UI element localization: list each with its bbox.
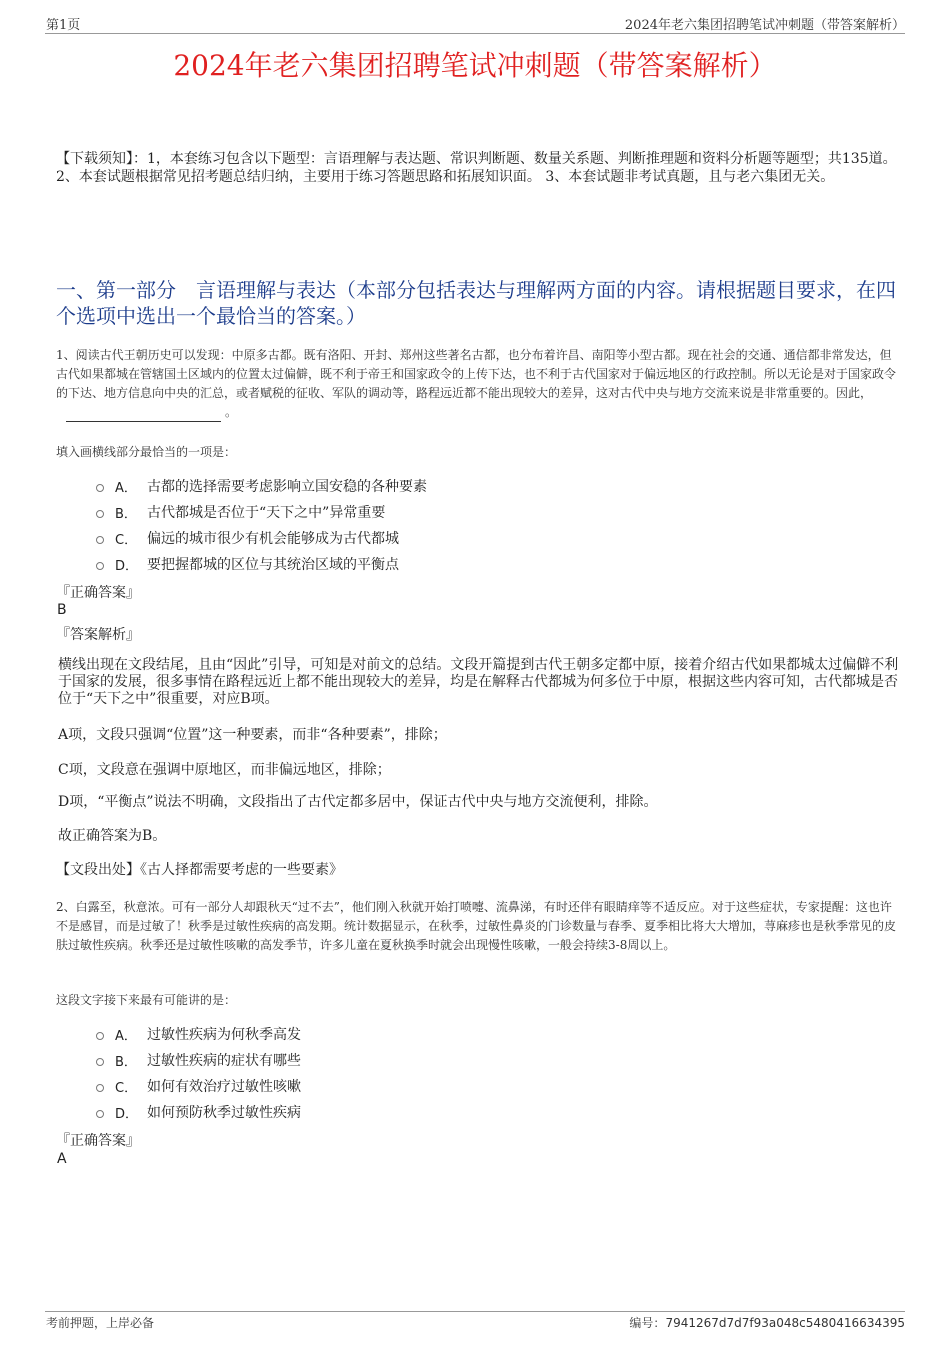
q1-answer-label: 『正确答案』 xyxy=(56,585,140,601)
q1-analysis-option-d: D项，“平衡点”说法不明确，文段指出了古代定都多居中，保证古代中央与地方交流便利，排除。 xyxy=(58,794,658,810)
q2-option-d[interactable]: D． 如何预防秋季过敏性疾病 xyxy=(96,1102,301,1122)
q2-option-a[interactable]: A． 过敏性疾病为何秋季高发 xyxy=(96,1024,301,1044)
section-heading: 一、第一部分 言语理解与表达（本部分包括表达与理解两方面的内容。请根据题目要求，在四个选项中选出一个最恰当的答案。） xyxy=(56,278,896,328)
q1-analysis-option-c: C项，文段意在强调中原地区，而非偏远地区，排除； xyxy=(58,762,391,778)
q2-answer: A xyxy=(57,1151,67,1167)
q1-analysis-label: 『答案解析』 xyxy=(56,627,140,643)
q1-answer: B xyxy=(57,602,67,618)
footer-slogan: 考前押题，上岸必备 xyxy=(46,1316,155,1330)
fill-in-blank xyxy=(66,409,221,422)
radio-icon[interactable] xyxy=(96,1110,104,1118)
page-number: 第1页 xyxy=(46,18,81,33)
header-divider xyxy=(45,33,905,34)
q2-answer-label: 『正确答案』 xyxy=(56,1133,140,1149)
q1-option-d[interactable]: D． 要把握都城的区位与其统治区域的平衡点 xyxy=(96,554,399,574)
radio-icon[interactable] xyxy=(96,510,104,518)
q1-option-a[interactable]: A． 古都的选择需要考虑影响立国安稳的各种要素 xyxy=(96,476,427,496)
q1-analysis-paragraph: 横线出现在文段结尾，且由“因此”引导，可知是对前文的总结。文段开篇提到古代王朝多定都中原，接着介绍古代如果都城太过偏僻不利于国家的发展，很多事情在路程远近上都不能出现较大的差异，均是在解释古代都城为何多位于中原，根据这些内容可知，古代都城是否位于“天下之中”很重要，对应B项。 xyxy=(58,657,899,707)
question-2-text: 2、白露至，秋意浓。可有一部分人却跟秋天“过不去”，他们刚入秋就开始打喷嚏、流鼻涕，有时还伴有眼睛痒等不适反应。对于这些症状，专家提醒：这也许不是感冒，而是过敏了！秋季是过敏性疾病的高发期。统计数据显示，在秋季，过敏性鼻炎的门诊数量与春季、夏季相比将大大增加，荨麻疹也是秋季常见的皮肤过敏性疾病。秋季还是过敏性咳嗽的高发季节，许多儿童在夏秋换季时就会出现慢性咳嗽，一般会持续3-8周以上。 xyxy=(56,900,897,952)
download-notice: 【下载须知】：1，本套练习包含以下题型：言语理解与表达题、常识判断题、数量关系题、判断推理题和资料分析题等题型；共135道。 2、本套试题根据常见招考题总结归纳，主要用于练习答题思路和拓展知识面。 3、本套试题非考试真题，且与老六集团无关。 xyxy=(56,151,897,185)
radio-icon[interactable] xyxy=(96,1084,104,1092)
footer-divider xyxy=(45,1311,905,1312)
header-doc-title: 2024年老六集团招聘笔试冲刺题（带答案解析） xyxy=(624,18,905,33)
q2-option-c[interactable]: C． 如何有效治疗过敏性咳嗽 xyxy=(96,1076,301,1096)
radio-icon[interactable] xyxy=(96,1032,104,1040)
radio-icon[interactable] xyxy=(96,536,104,544)
question-2-prompt: 这段文字接下来最有可能讲的是： xyxy=(56,993,237,1007)
q1-source: 【文段出处】《古人择都需要考虑的一些要素》 xyxy=(56,862,343,878)
page-title: 2024年老六集团招聘笔试冲刺题（带答案解析） xyxy=(173,49,777,82)
q1-analysis-option-a: A项，文段只强调“位置”这一种要素，而非“各种要素”，排除； xyxy=(58,727,447,743)
radio-icon[interactable] xyxy=(96,1058,104,1066)
footer-code: 编号：7941267d7d7f93a048c5480416634395 xyxy=(629,1316,905,1330)
document-code: 7941267d7d7f93a048c5480416634395 xyxy=(665,1316,905,1330)
question-1-text: 1、阅读古代王朝历史可以发现：中原多古都。既有洛阳、开封、郑州这些著名古都，也分布着许昌、南阳等小型古都。现在社会的交通、通信都非常发达，但古代如果都城在管辖国土区域内的位置太过偏僻，既不利于帝王和国家政令的上传下达，也不利于古代国家对于偏远地区的行政控制。所以无论是对于国家政令的下达、地方信息向中央的汇总，或者赋税的征收、军队的调动等，路程远近都不能出现较大的差异，这对古代中央与地方交流来说是非常重要的。因此，。 xyxy=(56,346,901,422)
q1-option-c[interactable]: C． 偏远的城市很少有机会能够成为古代都城 xyxy=(96,528,399,548)
q1-conclusion: 故正确答案为B。 xyxy=(58,828,167,844)
question-1-prompt: 填入画横线部分最恰当的一项是： xyxy=(56,445,237,459)
radio-icon[interactable] xyxy=(96,484,104,492)
radio-icon[interactable] xyxy=(96,562,104,570)
q1-option-b[interactable]: B． 古代都城是否位于“天下之中”异常重要 xyxy=(96,502,385,522)
q2-option-b[interactable]: B． 过敏性疾病的症状有哪些 xyxy=(96,1050,301,1070)
